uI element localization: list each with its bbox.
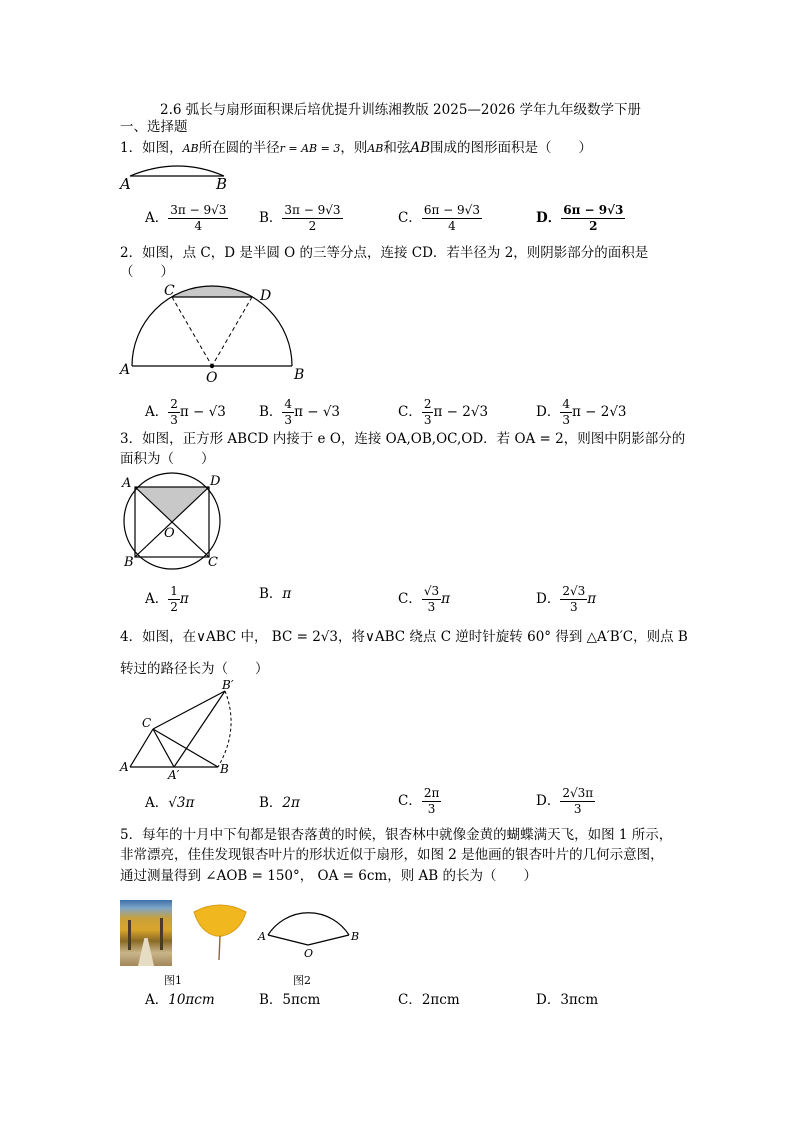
q3-label-d: D [210,474,221,489]
q3-label-a: A [122,476,132,491]
q4-figure [118,677,248,782]
q4-stem-line1: 4．如图，在∨ABC 中， BC = 2√3，将∨ABC 绕点 C 逆时针旋转 60° 得到 △A′B′C，则点 B [120,629,688,645]
q2-label-a: A [120,362,131,378]
q2-option-b[interactable]: B． $\frac{4}{3}$ π − √3 [259,397,341,427]
q2-option-c[interactable]: C． $\frac{2}{3}$ π − 2√3 [398,397,489,427]
q5-sector-figure [255,898,365,958]
q4-label-a-prime: A′ [168,768,180,782]
q5-label-b: B [351,930,360,943]
figure-1-caption: 图1 [164,974,182,987]
q5-option-d[interactable]: D．3πcm [536,992,599,1008]
q5-label-o: O [304,947,314,960]
q4-option-a[interactable]: A．√3π [145,795,195,811]
q1-arc-symbol: AB [182,142,199,155]
q3-option-b[interactable]: B．π [259,586,292,602]
q1-label-b: B [216,175,228,193]
q1-option-b[interactable]: B． $\frac{3\pi - 9√3}{2}$ [259,203,341,233]
ginkgo-leaf-photo [190,898,250,968]
q2-label-o: O [206,370,218,386]
q1-label-a: A [120,175,131,193]
q2-label-c: C [164,283,175,299]
q4-stem-line2: 转过的路径长为（ ） [120,661,269,677]
q3-figure [118,471,228,571]
q5-option-a[interactable]: A．10πcm [145,992,215,1008]
q3-label-c: C [208,555,218,570]
q2-stem-line1: 2．如图，点 C，D 是半圆 O 的三等分点，连接 CD．若半径为 2，则阴影部分的面积是 [120,245,649,261]
q1-figure [118,160,238,193]
q5-stem-line3: 通过测量得到 ∠AOB = 150°， OA = 6cm，则 AB 的长为（ ） [120,868,537,884]
q1-stem: 1．如图，AB所在圆的半径r = AB = 3，则AB和弦AB围成的图形面积是（ ） [120,140,593,156]
q2-option-a[interactable]: A． $\frac{2}{3}$ π − √3 [145,397,226,427]
q3-option-c[interactable]: C． $\frac{√3}{3}$ π [398,584,450,614]
q3-option-d[interactable]: D． $\frac{2√3}{3}$ π [536,584,597,614]
q5-stem-line1: 5．每年的十月中下旬都是银杏落黄的时候，银杏林中就像金黄的蝴蝶满天飞，如图 1 所示， [120,827,673,843]
q2-label-b: B [294,367,305,383]
q3-label-b: B [124,555,134,570]
q2-label-d: D [260,288,272,304]
q5-option-c[interactable]: C．2πcm [398,992,460,1008]
q4-option-d[interactable]: D． $\frac{2√3\pi}{3}$ [536,786,594,816]
q4-label-a: A [120,760,129,774]
ginkgo-forest-photo [120,900,172,966]
q1-option-c[interactable]: C． $\frac{6\pi - 9√3}{4}$ [398,203,480,233]
q3-stem-line2: 面积为（ ） [120,451,215,467]
q2-figure [118,282,308,384]
q2-stem-line2: （ ） [120,264,174,280]
q4-option-c[interactable]: C． $\frac{2\pi}{3}$ [398,786,440,816]
q4-label-b-prime: B′ [222,678,234,692]
q2-option-d[interactable]: D． $\frac{4}{3}$ π − 2√3 [536,397,627,427]
q1-option-d[interactable]: D． $\frac{6\pi - 9√3}{2}$ [536,203,624,233]
section-heading: 一、选择题 [120,119,188,135]
q3-stem-line1: 3．如图，正方形 ABCD 内接于 e O，连接 OA,OB,OC,OD．若 OA = 2，则图中阴影部分的 [120,431,686,447]
q1-option-a[interactable]: A． $\frac{3\pi - 9√3}{4}$ [145,203,227,233]
q4-label-c: C [142,716,152,730]
q5-label-a: A [258,930,266,943]
q5-stem-line2: 非常漂亮，佳佳发现银杏叶片的形状近似于扇形，如图 2 是他画的银杏叶片的几何示意图， [120,847,664,863]
q5-option-b[interactable]: B．5πcm [259,992,321,1008]
figure-2-caption: 图2 [293,974,311,987]
q3-label-o: O [164,526,175,541]
q4-option-b[interactable]: B．2π [259,795,300,811]
page-title: 2.6 弧长与扇形面积课后培优提升训练湘教版 2025—2026 学年九年级数学下册 [160,102,642,118]
q4-label-b: B [220,762,229,776]
q3-option-a[interactable]: A． $\frac{1}{2}$ π [145,584,189,614]
